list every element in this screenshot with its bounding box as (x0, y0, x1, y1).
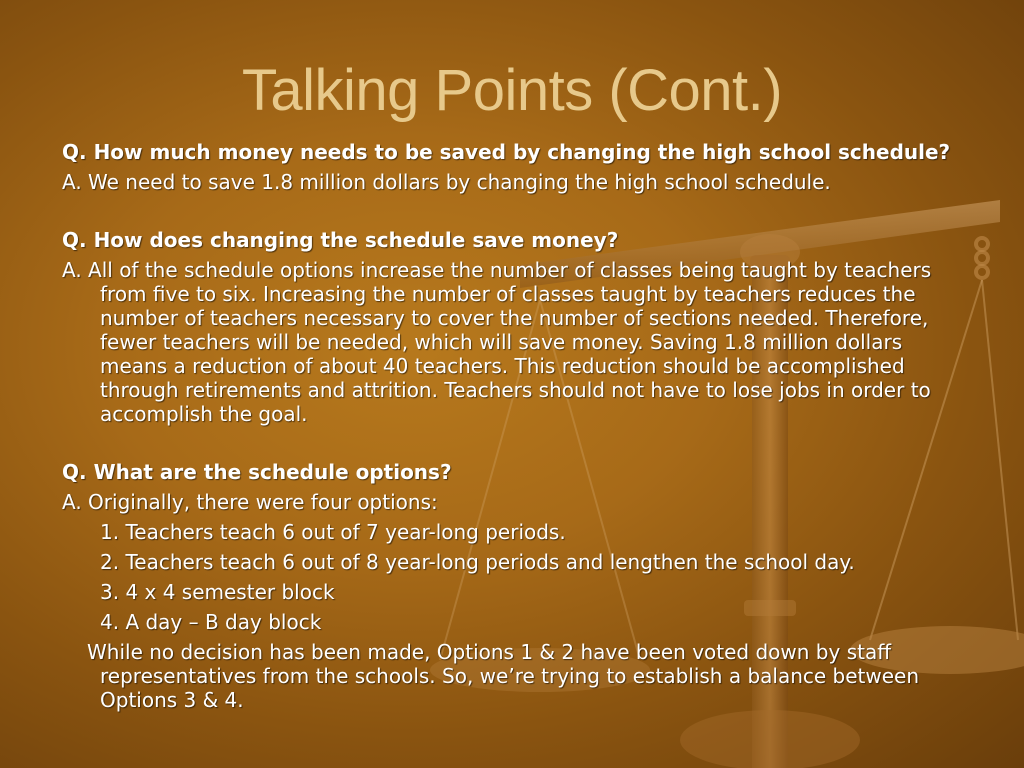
answer-2: A. All of the schedule options increase the number of classes being taught by teachers from five to six. Increasing the number of classes taught by teachers reduces the number of teachers necessary to cover the number of sections needed. Therefore, fewer teachers will be needed, which will save money. Saving 1.8 million dollars means a reduction of about 40 teachers. This reduction should be accomplished through retirements and attrition. Teachers should not have to lose jobs in order to accomplish the goal. (62, 258, 932, 426)
answer-1: A. We need to save 1.8 million dollars by changing the high school schedule. (62, 170, 831, 194)
option-1: 1. Teachers teach 6 out of 7 year-long periods. (100, 520, 566, 544)
option-4: 4. A day – B day block (100, 610, 322, 634)
slide-title: Talking Points (Cont.) (241, 58, 783, 123)
option-3: 3. 4 x 4 semester block (100, 580, 335, 604)
spacer (62, 432, 964, 460)
spacer (62, 200, 964, 228)
answer-3: A. Originally, there were four options: (62, 490, 438, 514)
option-2: 2. Teachers teach 6 out of 8 year-long periods and lengthen the school day. (100, 550, 855, 574)
question-1: Q. How much money needs to be saved by changing the high school schedule? (62, 140, 951, 164)
question-2: Q. How does changing the schedule save money? (62, 228, 619, 252)
question-3: Q. What are the schedule options? (62, 460, 452, 484)
closing-note: While no decision has been made, Options 1 & 2 have been voted down by staff representatives from the schools. So, we’re trying to establish a balance between Options 3 & 4. (87, 640, 920, 712)
slide-body (62, 140, 964, 718)
